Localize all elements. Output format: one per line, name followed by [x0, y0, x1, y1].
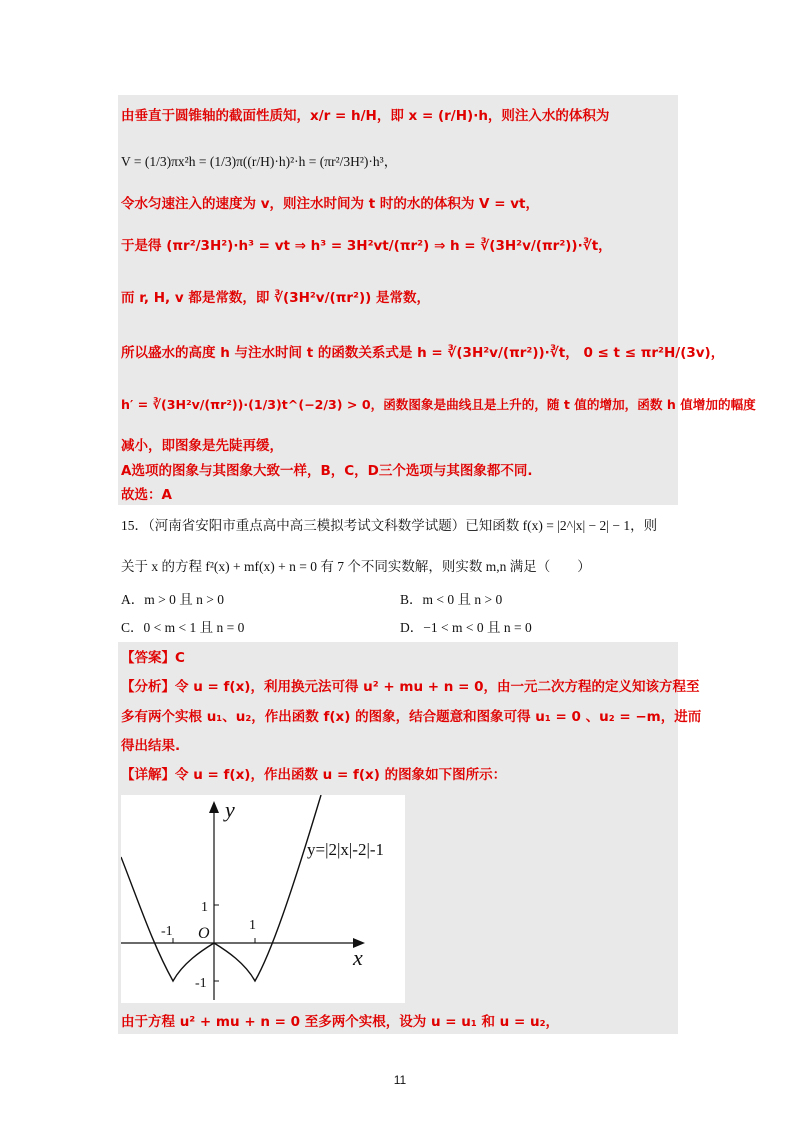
solution-line-4: 于是得 (πr²/3H²)·h³ = vt ⇒ h³ = 3H²vt/(πr²) ⇒ h = ∛(3H²v/(πr²))·∛t， [121, 238, 612, 254]
solution-line-5: 而 r, H, v 都是常数，即 ∛(3H²v/(πr²)) 是常数， [121, 290, 430, 306]
detail-line: 【详解】令 u = f(x)，作出函数 u = f(x) 的图象如下图所示： [121, 767, 507, 783]
tick-neg1-y-label: -1 [195, 976, 207, 991]
option-a: A．m > 0 且 n > 0 [121, 592, 224, 607]
graph-svg [121, 795, 405, 1003]
solution-line-3: 令水匀速注入的速度为 v，则注水时间为 t 时的水的体积为 V = vt， [121, 196, 539, 212]
page-number: 11 [393, 1073, 407, 1087]
solution-line-7: h′ = ∛(3H²v/(πr²))·(1/3)t^(−2/3) > 0，函数图象是曲线且是上升的，随 t 值的增加，函数 h 值增加的幅度 [121, 397, 756, 412]
tick-1-y-label: 1 [201, 900, 208, 915]
option-c: C．0 < m < 1 且 n = 0 [121, 620, 245, 635]
function-graph [121, 795, 405, 1003]
question-line-2: 关于 x 的方程 f²(x) + mf(x) + n = 0 有 7 个不同实数解，则实数 m,n 满足（ ） [121, 559, 591, 574]
tick-1-x-label: 1 [249, 918, 256, 933]
y-axis-arrow [209, 801, 219, 813]
option-d: D．−1 < m < 0 且 n = 0 [400, 620, 532, 635]
tick-neg1-x-label: -1 [161, 924, 173, 939]
analysis-line-2: 多有两个实根 u₁、u₂，作出函数 f(x) 的图象，结合题意和图象可得 u₁ = 0 、u₂ = −m，进而 [121, 709, 702, 725]
analysis-line-1: 【分析】令 u = f(x)，利用换元法可得 u² + mu + n = 0，由一元二次方程的定义知该方程至 [121, 679, 700, 695]
x-axis-label: x [353, 945, 363, 970]
analysis-line-3: 得出结果. [121, 738, 181, 754]
y-axis-label: y [225, 797, 235, 822]
solution-line-6: 所以盛水的高度 h 与注水时间 t 的函数关系式是 h = ∛(3H²v/(πr²))·∛t， 0 ≤ t ≤ πr²H/(3v)， [121, 345, 725, 361]
solution-line-9: A选项的图象与其图象大致一样，B，C，D三个选项与其图象都不同. [121, 463, 533, 479]
solution-line-8: 减小，即图象是先陡再缓， [121, 438, 283, 454]
solution-line-10: 故选：A [121, 487, 172, 503]
function-curve [121, 795, 321, 981]
solution-line-1: 由垂直于圆锥轴的截面性质知，x/r = h/H，即 x = (r/H)·h，则注入水的体积为 [121, 108, 610, 124]
solution-line-2: V = (1/3)πx²h = (1/3)π((r/H)·h)²·h = (πr²/3H²)·h³， [121, 154, 398, 169]
formula-label: y=|2|x|-2|-1 [307, 840, 385, 859]
answer-label: 【答案】C [121, 650, 185, 666]
last-line: 由于方程 u² + mu + n = 0 至多两个实根，设为 u = u₁ 和 u = u₂， [121, 1014, 560, 1030]
option-b: B．m < 0 且 n > 0 [400, 592, 503, 607]
question-line-1: 15．（河南省安阳市重点高中高三模拟考试文科数学试题）已知函数 f(x) = |2^|x| − 2| − 1，则 [121, 518, 658, 533]
origin-label: O [198, 925, 210, 942]
